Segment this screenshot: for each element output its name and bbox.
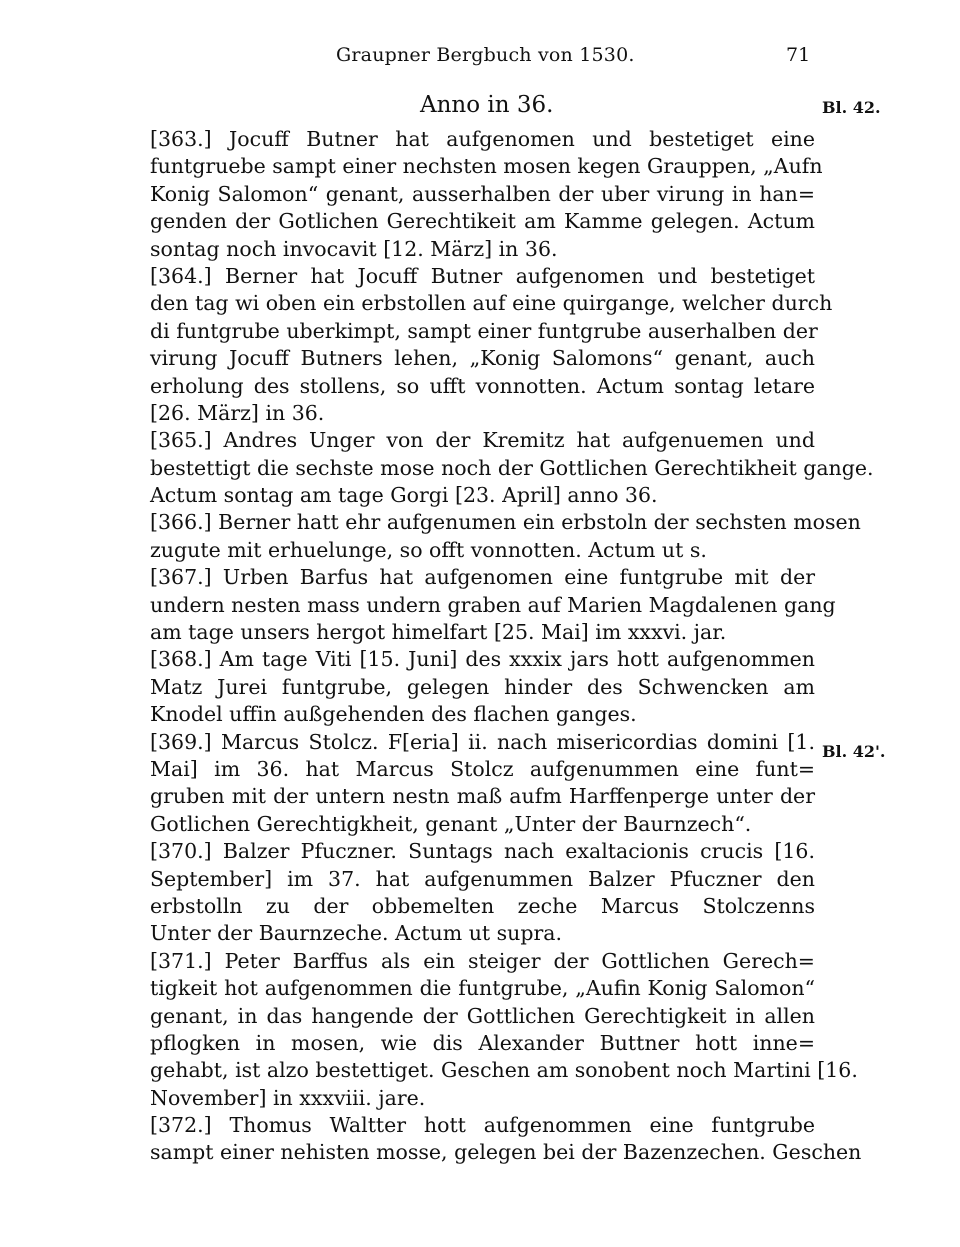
text-line: genant, in das hangende der Gottlichen Gerechtigkeit in allen — [150, 1003, 815, 1028]
text-line: [369.] Marcus Stolcz. F[eria] ii. nach misericordias domini [1. — [150, 729, 815, 754]
text-line: Actum sontag am tage Gorgi [23. April] anno 36. — [150, 483, 658, 508]
text-line: di funtgrube uberkimpt, sampt einer funtgrube auserhalben der — [150, 318, 818, 343]
page-number: 71 — [786, 44, 811, 66]
text-line: genden der Gotlichen Gerechtikeit am Kamme gelegen. Actum — [150, 209, 815, 234]
text-line: Knodel uffin außgehenden des flachen ganges. — [150, 702, 637, 727]
text-line: sampt einer nehisten mosse, gelegen bei der Bazenzechen. Geschen — [150, 1140, 862, 1165]
text-line: November] in xxxviii. jare. — [150, 1085, 426, 1110]
text-line: am tage unsers hergot himelfart [25. Mai] im xxxvi. jar. — [150, 620, 727, 645]
margin-note-folio: Bl. 42. — [822, 98, 881, 117]
text-line: Konig Salomon“ genant, ausserhalben der uber virung in han= — [150, 181, 815, 206]
running-head-title: Graupner Bergbuch von 1530. — [336, 44, 635, 66]
text-line: September] im 37. hat aufgenummen Balzer Pfuczner den — [150, 866, 815, 891]
text-line: sontag noch invocavit [12. März] in 36. — [150, 236, 558, 261]
text-line: gehabt, ist alzo bestettiget. Geschen am sonobent noch Martini [16. — [150, 1058, 858, 1083]
text-line: zugute mit erhuelunge, so offt vonnotten. Actum ut s. — [150, 537, 707, 562]
text-line: Unter der Baurnzeche. Actum ut supra. — [150, 921, 563, 946]
text-line: erbstolln zu der obbemelten zeche Marcus Stolczenns — [150, 893, 815, 918]
text-line: funtgruebe sampt einer nechsten mosen kegen Grauppen, „Aufn — [150, 154, 823, 179]
text-line: Gotlichen Gerechtigkheit, genant „Unter der Baurnzech“. — [150, 811, 752, 836]
text-line: [363.] Jocuff Butner hat aufgenomen und bestetiget eine — [150, 127, 815, 151]
text-line: [364.] Berner hat Jocuff Butner aufgenomen und bestetiget — [150, 263, 815, 288]
text-line: [371.] Peter Barffus als ein steiger der Gottlichen Gerech= — [150, 948, 815, 973]
text-line: Matz Jurei funtgrube, gelegen hinder des Schwencken am — [150, 674, 815, 699]
running-head — [0, 44, 960, 70]
text-line: undern nesten mass undern graben auf Marien Magdalenen gang — [150, 592, 836, 617]
text-line: den tag wi oben ein erbstollen auf eine quirgange, welcher durch — [150, 291, 833, 316]
text-line: virung Jocuff Butners lehen, „Konig Salomons“ genant, auch — [150, 346, 815, 371]
text-line: [366.] Berner hatt ehr aufgenumen ein erbstoln der sechsten mosen — [150, 510, 861, 535]
text-line: bestettigt die sechste mose noch der Gottlichen Gerechtikheit gange. — [150, 455, 874, 480]
text-line: Mai] im 36. hat Marcus Stolcz aufgenummen eine funt= — [150, 756, 815, 781]
text-line: [372.] Thomus Waltter hott aufgenommen eine funtgrube — [150, 1113, 815, 1138]
year-heading: Anno in 36. — [420, 92, 554, 118]
text-line: [370.] Balzer Pfuczner. Suntags nach exaltacionis crucis [16. — [150, 839, 815, 864]
text-line: [367.] Urben Barfus hat aufgenomen eine funtgrube mit der — [150, 565, 815, 590]
margin-note-folio: Bl. 42'. — [822, 742, 886, 761]
text-line: [26. März] in 36. — [150, 400, 325, 425]
text-line: [368.] Am tage Viti [15. Juni] des xxxix jars hott aufgenommen — [150, 647, 815, 672]
text-line: tigkeit hot aufgenommen die funtgrube, „Aufin Konig Salomon“ — [150, 976, 815, 1001]
text-line: [365.] Andres Unger von der Kremitz hat aufgenuemen und — [150, 428, 815, 453]
text-line: pflogken in mosen, wie dis Alexander Buttner hott inne= — [150, 1030, 815, 1055]
text-line: erholung des stollens, so ufft vonnotten. Actum sontag letare — [150, 373, 815, 398]
text-line: gruben mit der untern nestn maß aufm Harffenperge unter der — [150, 784, 815, 809]
